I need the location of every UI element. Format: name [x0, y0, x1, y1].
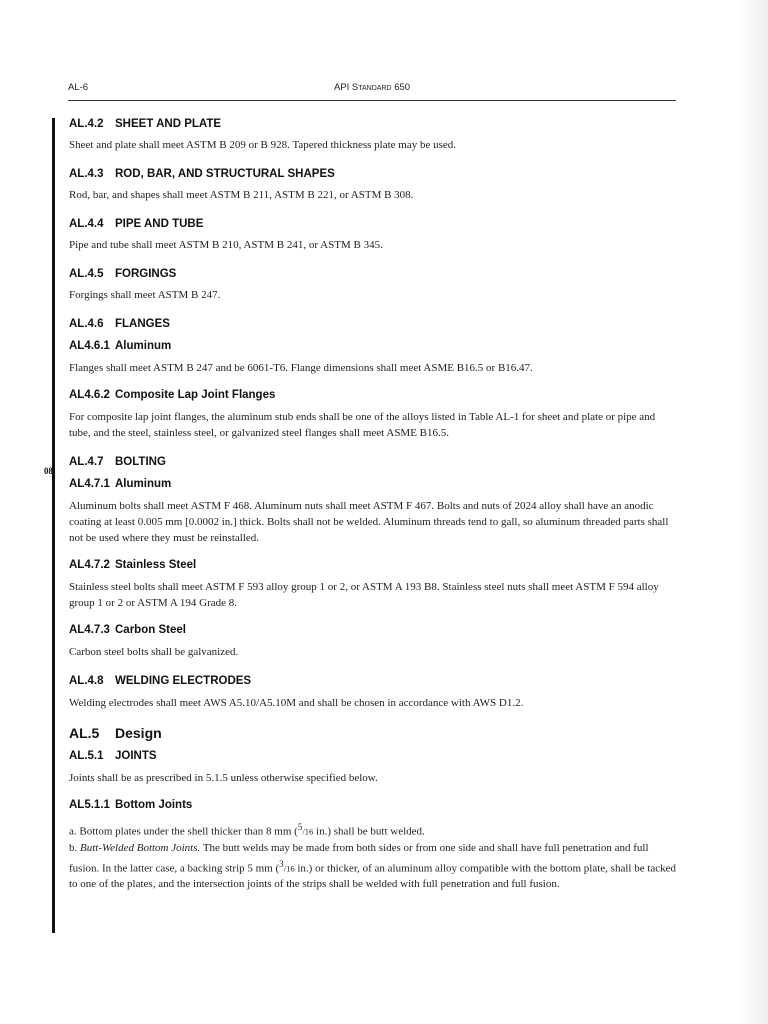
heading-al-4-8: AL.4.8 WELDING ELECTRODES — [69, 675, 252, 687]
paragraph-al-4-7-1: Aluminum bolts shall meet ASTM F 468. Aluminum nuts shall meet ASTM F 467. Bolts and nuts of 2024 alloy shall have an anodic coating at least 0.005 mm [0.0002 in.] thick. Bolts shall not be welded. Aluminum threads tend to gall, so aluminum threaded parts shall not be used where they must be reinstalled. — [69, 500, 669, 544]
paragraph-al-4-5: Forgings shall meet ASTM B 247. — [69, 289, 221, 301]
running-title — [68, 82, 676, 93]
heading-al-4-7: AL.4.7 BOLTING — [69, 456, 166, 468]
list-item-b: b. Butt-Welded Bottom Joints. The butt welds may be made from both sides or from one side and shall have full penetration and full fusion. In the latter case, a backing strip 5 mm ($^3$/16 in.) or thicker, of an aluminum alloy compatible with the bottom plate, shall be tacked to one of the plates, and the intersection joints of the strips shall be welded with full penetration and full fusion. — [69, 841, 677, 891]
revision-change-bar — [52, 118, 55, 933]
heading-al-4-6: AL.4.6 FLANGES — [69, 318, 170, 330]
heading-al-4-4: AL.4.4 PIPE AND TUBE — [69, 218, 204, 230]
paragraph-al-4-8: Welding electrodes shall meet AWS A5.10/A5.10M and shall be chosen in accordance with AWS D1.2. — [69, 697, 524, 709]
running-title-prefix: API S — [333, 82, 359, 93]
heading-al-4-3: AL.4.3 ROD, BAR, AND STRUCTURAL SHAPES — [69, 168, 335, 180]
page-body — [69, 118, 679, 892]
running-title-suffix: 650 — [391, 82, 411, 93]
paragraph-al-4-6-2: For composite lap joint flanges, the aluminum stub ends shall be one of the alloys listed in Table AL-1 for sheet and plate or pipe and tube, and the steel, stainless steel, or galvanized steel flanges shall meet ASME B16.5. — [69, 411, 656, 439]
running-title-small-caps: tandard — [358, 82, 392, 93]
heading-al-4-5: AL.4.5 FORGINGS — [69, 268, 177, 280]
paragraph-al-5-1: Joints shall be as prescribed in 5.1.5 unless otherwise specified below. — [69, 772, 378, 784]
heading-al-4-7-3: AL4.7.3 Carbon Steel — [69, 624, 186, 636]
heading-al-4-6-2: AL4.6.2 Composite Lap Joint Flanges — [69, 389, 276, 401]
list-item-a: a. Bottom plates under the shell thicker than 8 mm ($^5$/16 in.) shall be butt welded. — [69, 822, 425, 838]
scan-edge-shade — [738, 0, 768, 1024]
heading-al-4-7-1: AL4.7.1 Aluminum — [69, 478, 172, 490]
revision-margin-mark: 08 — [44, 466, 53, 476]
heading-al-4-6-1: AL4.6.1 Aluminum — [69, 340, 172, 352]
paragraph-al-4-3: Rod, bar, and shapes shall meet ASTM B 211, ASTM B 221, or ASTM B 308. — [69, 189, 414, 201]
heading-al-5: AL.5 Design — [69, 725, 162, 741]
header-rule — [68, 100, 676, 101]
page-header — [68, 80, 676, 96]
paragraph-al-4-2: Sheet and plate shall meet ASTM B 209 or B 928. Tapered thickness plate may be used. — [69, 139, 457, 151]
heading-al-5-1-1: AL5.1.1 Bottom Joints — [69, 799, 193, 811]
heading-al-4-2: AL.4.2 SHEET AND PLATE — [69, 118, 222, 130]
page-number: AL-6 — [68, 82, 89, 93]
heading-al-4-7-2: AL4.7.2 Stainless Steel — [69, 559, 197, 571]
paragraph-al-4-4: Pipe and tube shall meet ASTM B 210, ASTM B 241, or ASTM B 345. — [69, 239, 383, 251]
paragraph-al-4-7-2: Stainless steel bolts shall meet ASTM F 593 alloy group 1 or 2, or ASTM A 193 B8. Stainless steel nuts shall meet ASTM F 594 alloy group 1 or 2 or ASTM A 194 Grade 8. — [69, 581, 659, 609]
paragraph-al-4-7-3: Carbon steel bolts shall be galvanized. — [69, 646, 239, 658]
paragraph-al-4-6-1: Flanges shall meet ASTM B 247 and be 6061-T6. Flange dimensions shall meet ASME B16.5 or B16.47. — [69, 362, 533, 374]
heading-al-5-1: AL.5.1 JOINTS — [69, 750, 157, 762]
